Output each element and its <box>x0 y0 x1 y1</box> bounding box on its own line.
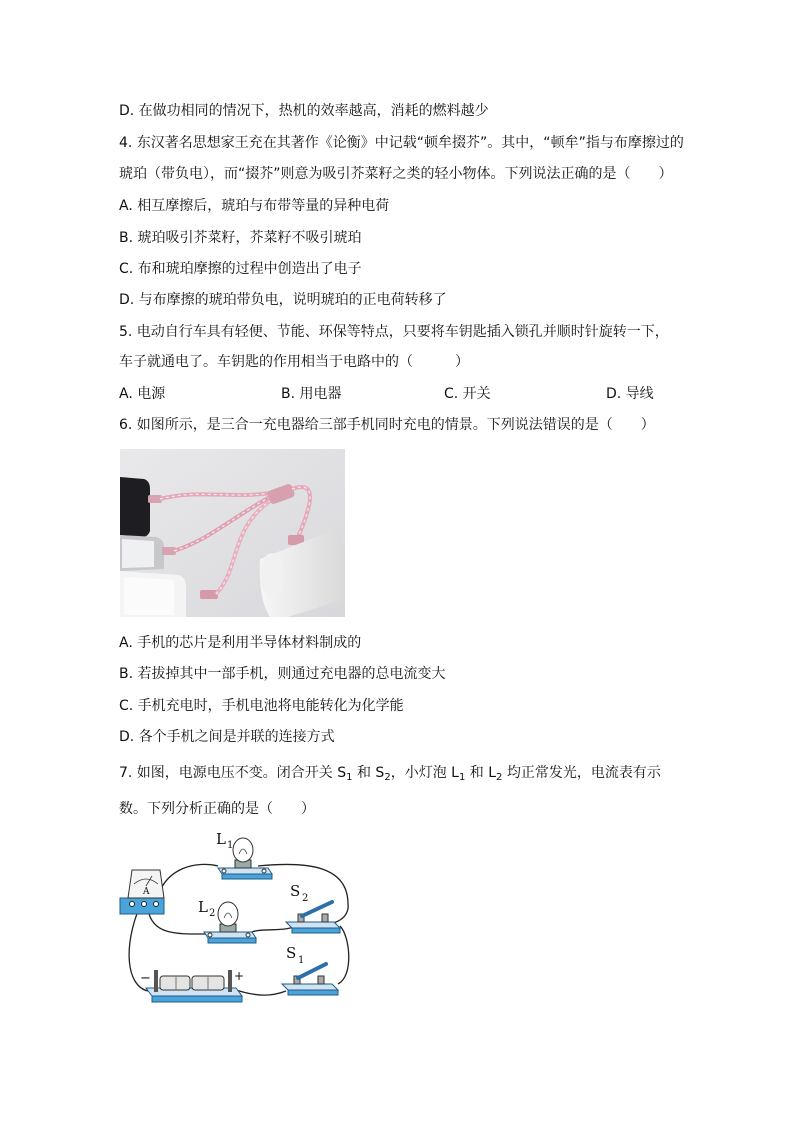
svg-text:2: 2 <box>209 908 216 919</box>
svg-text:2: 2 <box>302 893 309 904</box>
switch-S1-label: S <box>286 944 297 962</box>
q5-option-a: A. 电源 <box>119 386 166 402</box>
battery-plus: + <box>234 969 245 983</box>
q3-option-d: D. 在做功相同的情况下，热机的效率越高，消耗的燃料越少 <box>119 103 489 119</box>
q5-option-d: D. 导线 <box>606 386 654 402</box>
phone-black <box>120 477 150 537</box>
q4-option-d: D. 与布摩擦的琥珀带负电，说明琥珀的正电荷转移了 <box>119 292 447 308</box>
q4-option-b: B. 琥珀吸引芥菜籽，芥菜籽不吸引琥珀 <box>119 230 362 246</box>
lamp-L1-label: L <box>216 830 226 848</box>
q7-stem-line2: 数。下列分析正确的是（ ） <box>119 801 315 817</box>
switch-S2-label: S <box>290 882 301 900</box>
q4-stem-line2: 琥珀（带负电），而“掇芥”则意为吸引芥菜籽之类的轻小物体。下列说法正确的是（ ） <box>119 166 673 182</box>
q6-option-d: D. 各个手机之间是并联的连接方式 <box>119 729 335 745</box>
q4-option-c: C. 布和琥珀摩擦的过程中创造出了电子 <box>119 261 362 277</box>
lamp-L2-label: L <box>198 898 208 916</box>
phone-white <box>120 571 186 617</box>
q4-stem-line1: 4. 东汉著名思想家王充在其著作《论衡》中记载“顿牟掇芥”。其中，“顿牟”指与布摩擦过的 <box>119 135 684 151</box>
circuit-diagram <box>118 826 363 1008</box>
q4-option-a: A. 相互摩擦后，琥珀与布带等量的异种电荷 <box>119 198 390 214</box>
q6-stem: 6. 如图所示，是三合一充电器给三部手机同时充电的情景。下列说法错误的是（ ） <box>119 417 655 433</box>
phone-silver <box>120 535 164 571</box>
switch-S2 <box>286 882 340 933</box>
q6-option-b: B. 若拔掉其中一部手机，则通过充电器的总电流变大 <box>119 666 446 682</box>
switch-S1 <box>282 944 338 995</box>
svg-text:1: 1 <box>227 840 234 851</box>
q5-stem-line2: 车子就通电了。车钥匙的作用相当于电路中的（ ） <box>119 354 469 370</box>
q7-stem-line1: 7. 如图，电源电压不变。闭合开关 $S_1$ 和 $S_2$，小灯泡 $L_1$ 和 $L_2$ 均正常发光，电流表有示 <box>119 765 661 783</box>
charger-photo <box>120 449 345 617</box>
ammeter-label: A <box>143 887 150 897</box>
lamp-L2 <box>198 898 256 943</box>
battery <box>140 969 244 1002</box>
lamp-L1 <box>216 830 272 879</box>
ammeter <box>120 870 164 914</box>
q5-stem-line1: 5. 电动自行车具有轻便、节能、环保等特点，只要将车钥匙插入锁孔并顺时针旋转一下， <box>119 324 669 340</box>
svg-text:1: 1 <box>298 955 305 966</box>
q5-option-b: B. 用电器 <box>281 386 342 402</box>
q6-option-c: C. 手机充电时，手机电池将电能转化为化学能 <box>119 698 404 714</box>
battery-minus: − <box>140 971 151 986</box>
q5-option-c: C. 开关 <box>444 386 491 402</box>
q6-option-a: A. 手机的芯片是利用半导体材料制成的 <box>119 635 362 651</box>
